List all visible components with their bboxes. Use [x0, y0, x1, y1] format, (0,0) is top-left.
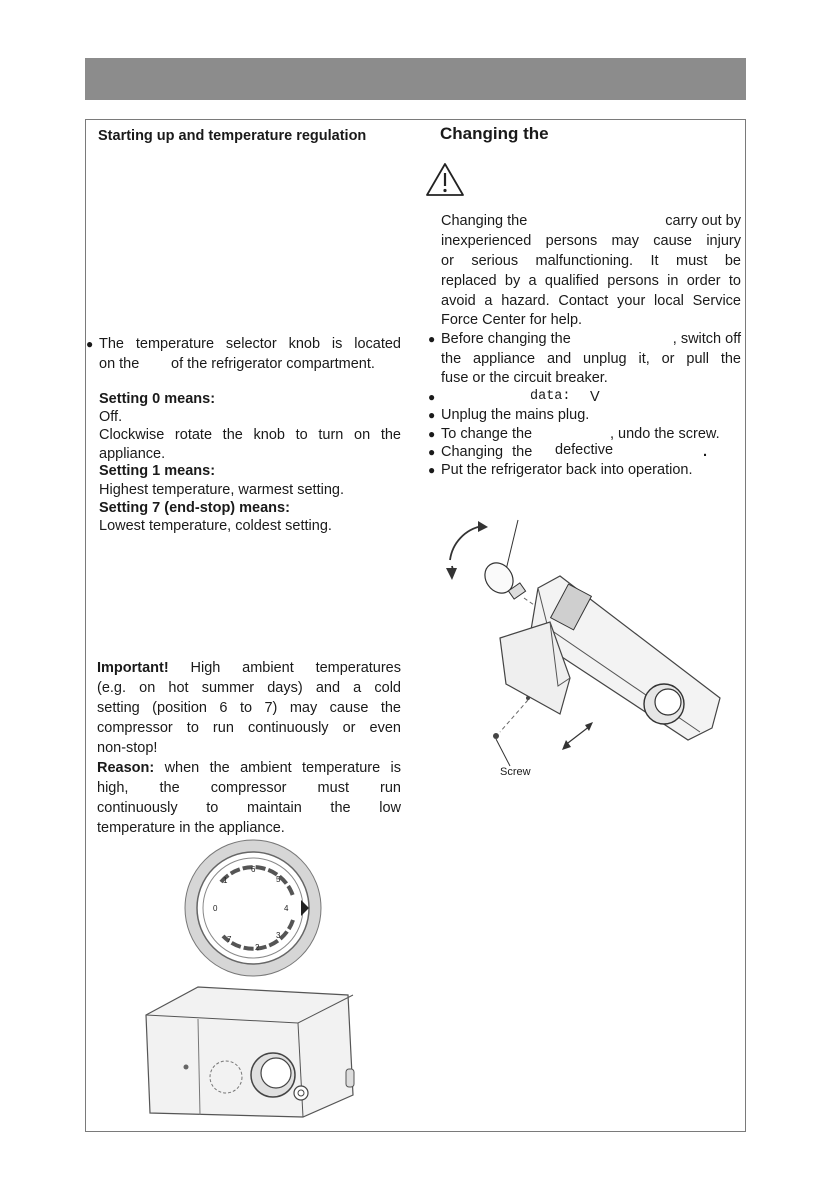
reason-label: Reason:	[97, 760, 155, 776]
important-line3: setting (position 6 to 7) may cause the	[97, 700, 401, 716]
bullet-icon: ●	[86, 337, 94, 351]
temperature-dial-illustration	[183, 838, 323, 978]
warning-line1b: carry out by	[665, 213, 741, 229]
screw-label: Screw	[500, 766, 531, 778]
warning-line2: inexperienced persons may cause injury	[441, 233, 741, 249]
reason-line1	[97, 758, 401, 778]
setting-1-title: Setting 1 means:	[99, 463, 216, 479]
dial-number-0: 0	[213, 904, 218, 913]
knob-located-line1: The temperature selector knob is located	[99, 336, 401, 352]
dial-number-7: 7	[227, 935, 232, 944]
before-line2: the appliance and unplug it, or pull the	[441, 351, 741, 367]
reason-line1-text: when the ambient temperature is	[164, 760, 402, 776]
bullet-icon: ●	[428, 408, 436, 422]
reason-line3: continuously to maintain the low	[97, 800, 401, 816]
warning-line1a: Changing the	[441, 213, 528, 229]
dial-number-3: 3	[276, 931, 281, 940]
setting-7-line1: Lowest temperature, coldest setting.	[99, 518, 332, 534]
dial-number-5: 5	[276, 875, 281, 884]
reason-line2: high, the compressor must run	[97, 780, 401, 796]
left-heading: Starting up and temperature regulation	[98, 128, 367, 144]
change-line-b: , undo the screw.	[610, 426, 720, 442]
bullet-icon: ●	[428, 332, 436, 346]
warning-line4: replaced by a qualified persons in order to	[441, 273, 741, 289]
warning-triangle-icon	[425, 162, 465, 198]
important-line2: (e.g. on hot summer days) and a cold	[97, 680, 401, 696]
important-line4: compressor to run continuously or even	[97, 720, 401, 736]
setting-0-line2: Clockwise rotate the knob to turn on the	[99, 427, 401, 443]
setting-0-title: Setting 0 means:	[99, 391, 216, 407]
bullet-icon: ●	[428, 463, 436, 477]
before-line3: fuse or the circuit breaker.	[441, 370, 608, 386]
dial-number-4: 4	[284, 904, 289, 913]
putback-line: Put the refrigerator back into operation.	[441, 462, 693, 478]
dial-number-6: 6	[251, 865, 256, 874]
lamp-replacement-illustration	[430, 518, 730, 788]
bullet-icon: ●	[428, 445, 436, 459]
setting-0-line3: appliance.	[99, 446, 166, 462]
warning-line5: avoid a hazard. Contact your local Service	[441, 293, 741, 309]
data-unit: V	[590, 389, 600, 405]
change-line-a: To change the	[441, 426, 533, 442]
knob-located-line2a: on the	[99, 356, 140, 372]
before-line1b: , switch off	[672, 331, 741, 347]
setting-0-line1: Off.	[99, 409, 123, 425]
setting-1-line1: Highest temperature, warmest setting.	[99, 482, 344, 498]
warning-line3: or serious malfunctioning. It must be	[441, 253, 741, 269]
knob-located-line2b: of the refrigerator compartment.	[171, 356, 375, 372]
control-box-illustration	[138, 985, 358, 1125]
bullet-icon: ●	[428, 427, 436, 441]
setting-7-title: Setting 7 (end-stop) means:	[99, 500, 290, 516]
right-heading: Changing the	[440, 124, 549, 143]
dial-number-2: 2	[255, 943, 260, 952]
bullet-icon: ●	[428, 390, 436, 404]
important-line1-text: High ambient temperatures	[190, 660, 401, 676]
important-line5: non-stop!	[97, 740, 158, 756]
dial-number-1: 1	[223, 876, 228, 885]
warning-line6: Force Center for help.	[441, 312, 583, 328]
reason-line4: temperature in the appliance.	[97, 820, 285, 836]
changing-line-a: Changing the	[441, 444, 533, 460]
changing-line-c: .	[703, 444, 708, 460]
section-header-bar	[85, 58, 746, 100]
unplug-line: Unplug the mains plug.	[441, 407, 590, 423]
changing-line-b: defective	[555, 442, 614, 458]
important-line1	[97, 658, 401, 678]
data-label: data:	[530, 389, 571, 404]
important-label: Important!	[97, 660, 169, 676]
before-line1a: Before changing the	[441, 331, 571, 347]
